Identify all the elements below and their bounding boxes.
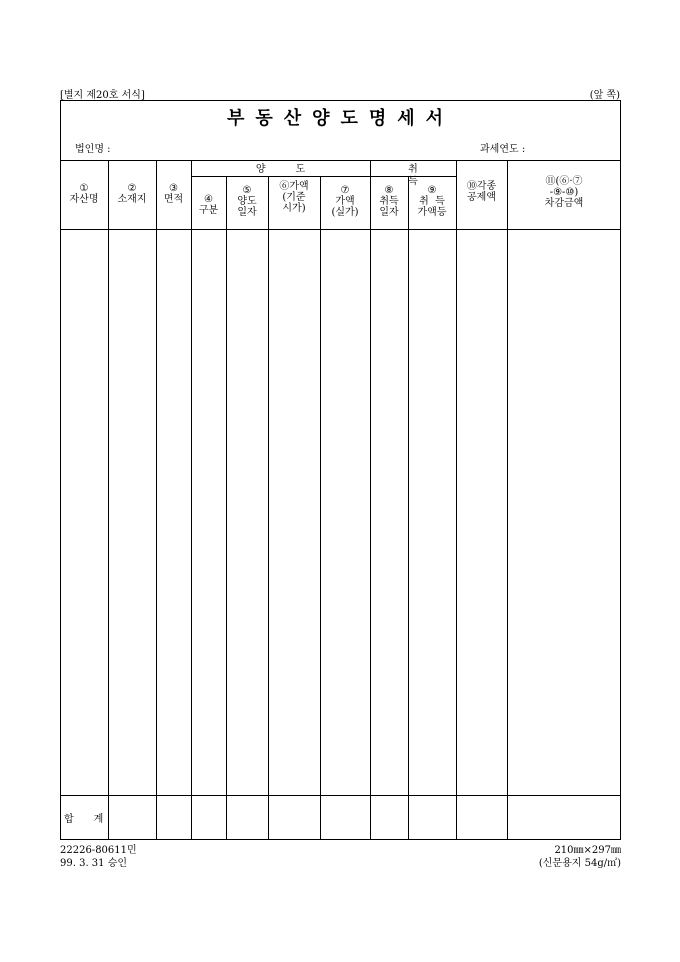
column-divider	[156, 160, 157, 840]
column-label: 취득	[379, 196, 399, 207]
column-number: ①	[79, 183, 89, 194]
column-number: ⑨	[427, 185, 437, 196]
transfer-group-header: 양도	[255, 164, 336, 175]
header-top-line	[60, 160, 621, 161]
tax-year-label: 과세연도 :	[480, 144, 526, 155]
column-label: 소재지	[117, 194, 147, 205]
acquisition-group-header: 취득	[408, 164, 448, 187]
column-divider	[191, 160, 192, 840]
column-label: ⑩각종	[466, 181, 497, 192]
column-number: ⑧	[384, 185, 394, 196]
column-number: ②	[127, 183, 137, 194]
corporation-name-label: 법인명 :	[75, 144, 111, 155]
header-bottom-line	[60, 229, 621, 230]
column-header-net-amount	[507, 176, 621, 209]
column-label: 일자	[379, 207, 399, 218]
column-divider	[408, 176, 409, 840]
form-code: 22226-80611민	[60, 845, 137, 856]
column-label: 구분	[198, 205, 219, 216]
paper-weight: (신문용지 54g/㎡)	[538, 858, 621, 869]
column-divider	[268, 176, 269, 840]
column-label: 일자	[237, 207, 257, 218]
column-label: ⑥가액	[279, 181, 309, 192]
approval-date: 99. 3. 31 승인	[60, 858, 128, 869]
column-divider	[108, 160, 109, 840]
column-label: -⑨-⑩)	[549, 187, 579, 198]
column-header-asset-name	[60, 183, 108, 205]
form-number-label: [별지 제20호 서식]	[60, 90, 145, 101]
column-label: 면적	[163, 194, 184, 205]
column-divider	[226, 176, 227, 840]
column-number: ④	[204, 194, 213, 205]
column-label: 자산명	[69, 194, 99, 205]
column-label: 양도	[237, 196, 257, 207]
column-label: (기준	[282, 192, 306, 203]
paper-spec-block	[440, 844, 621, 870]
column-number: ③	[169, 183, 178, 194]
column-header-location	[108, 183, 156, 205]
form-code-block	[60, 844, 137, 870]
column-divider	[456, 160, 457, 840]
column-header-actual-price	[320, 185, 370, 218]
column-label: ⑪(⑥·⑦	[545, 176, 583, 187]
column-header-acquisition-date	[370, 185, 408, 218]
column-label: 가액등	[417, 207, 447, 218]
column-header-area	[156, 183, 191, 205]
column-number: ⑤	[242, 185, 252, 196]
column-header-deductions	[456, 181, 507, 203]
column-header-category	[191, 194, 226, 216]
paper-size: 210㎜×297㎜	[554, 845, 621, 856]
column-divider	[320, 176, 321, 840]
column-label: 차감금액	[544, 198, 584, 209]
column-label: (실가)	[331, 207, 359, 218]
column-header-acquisition-price	[408, 185, 456, 218]
column-header-standard-price	[268, 181, 320, 214]
column-label: 시가)	[282, 203, 306, 214]
column-header-transfer-date	[226, 185, 268, 218]
column-label: 취 득	[419, 196, 445, 207]
column-number: ⑦	[340, 185, 350, 196]
total-row-label: 합계	[64, 814, 124, 825]
document-title: 부동산양도명세서	[226, 108, 455, 129]
page-side-label: (앞 쪽)	[589, 90, 620, 101]
column-label: 공제액	[467, 192, 496, 203]
column-divider	[507, 160, 508, 840]
total-row-line	[60, 795, 621, 796]
column-divider	[370, 160, 371, 840]
column-label: 가액	[335, 196, 355, 207]
